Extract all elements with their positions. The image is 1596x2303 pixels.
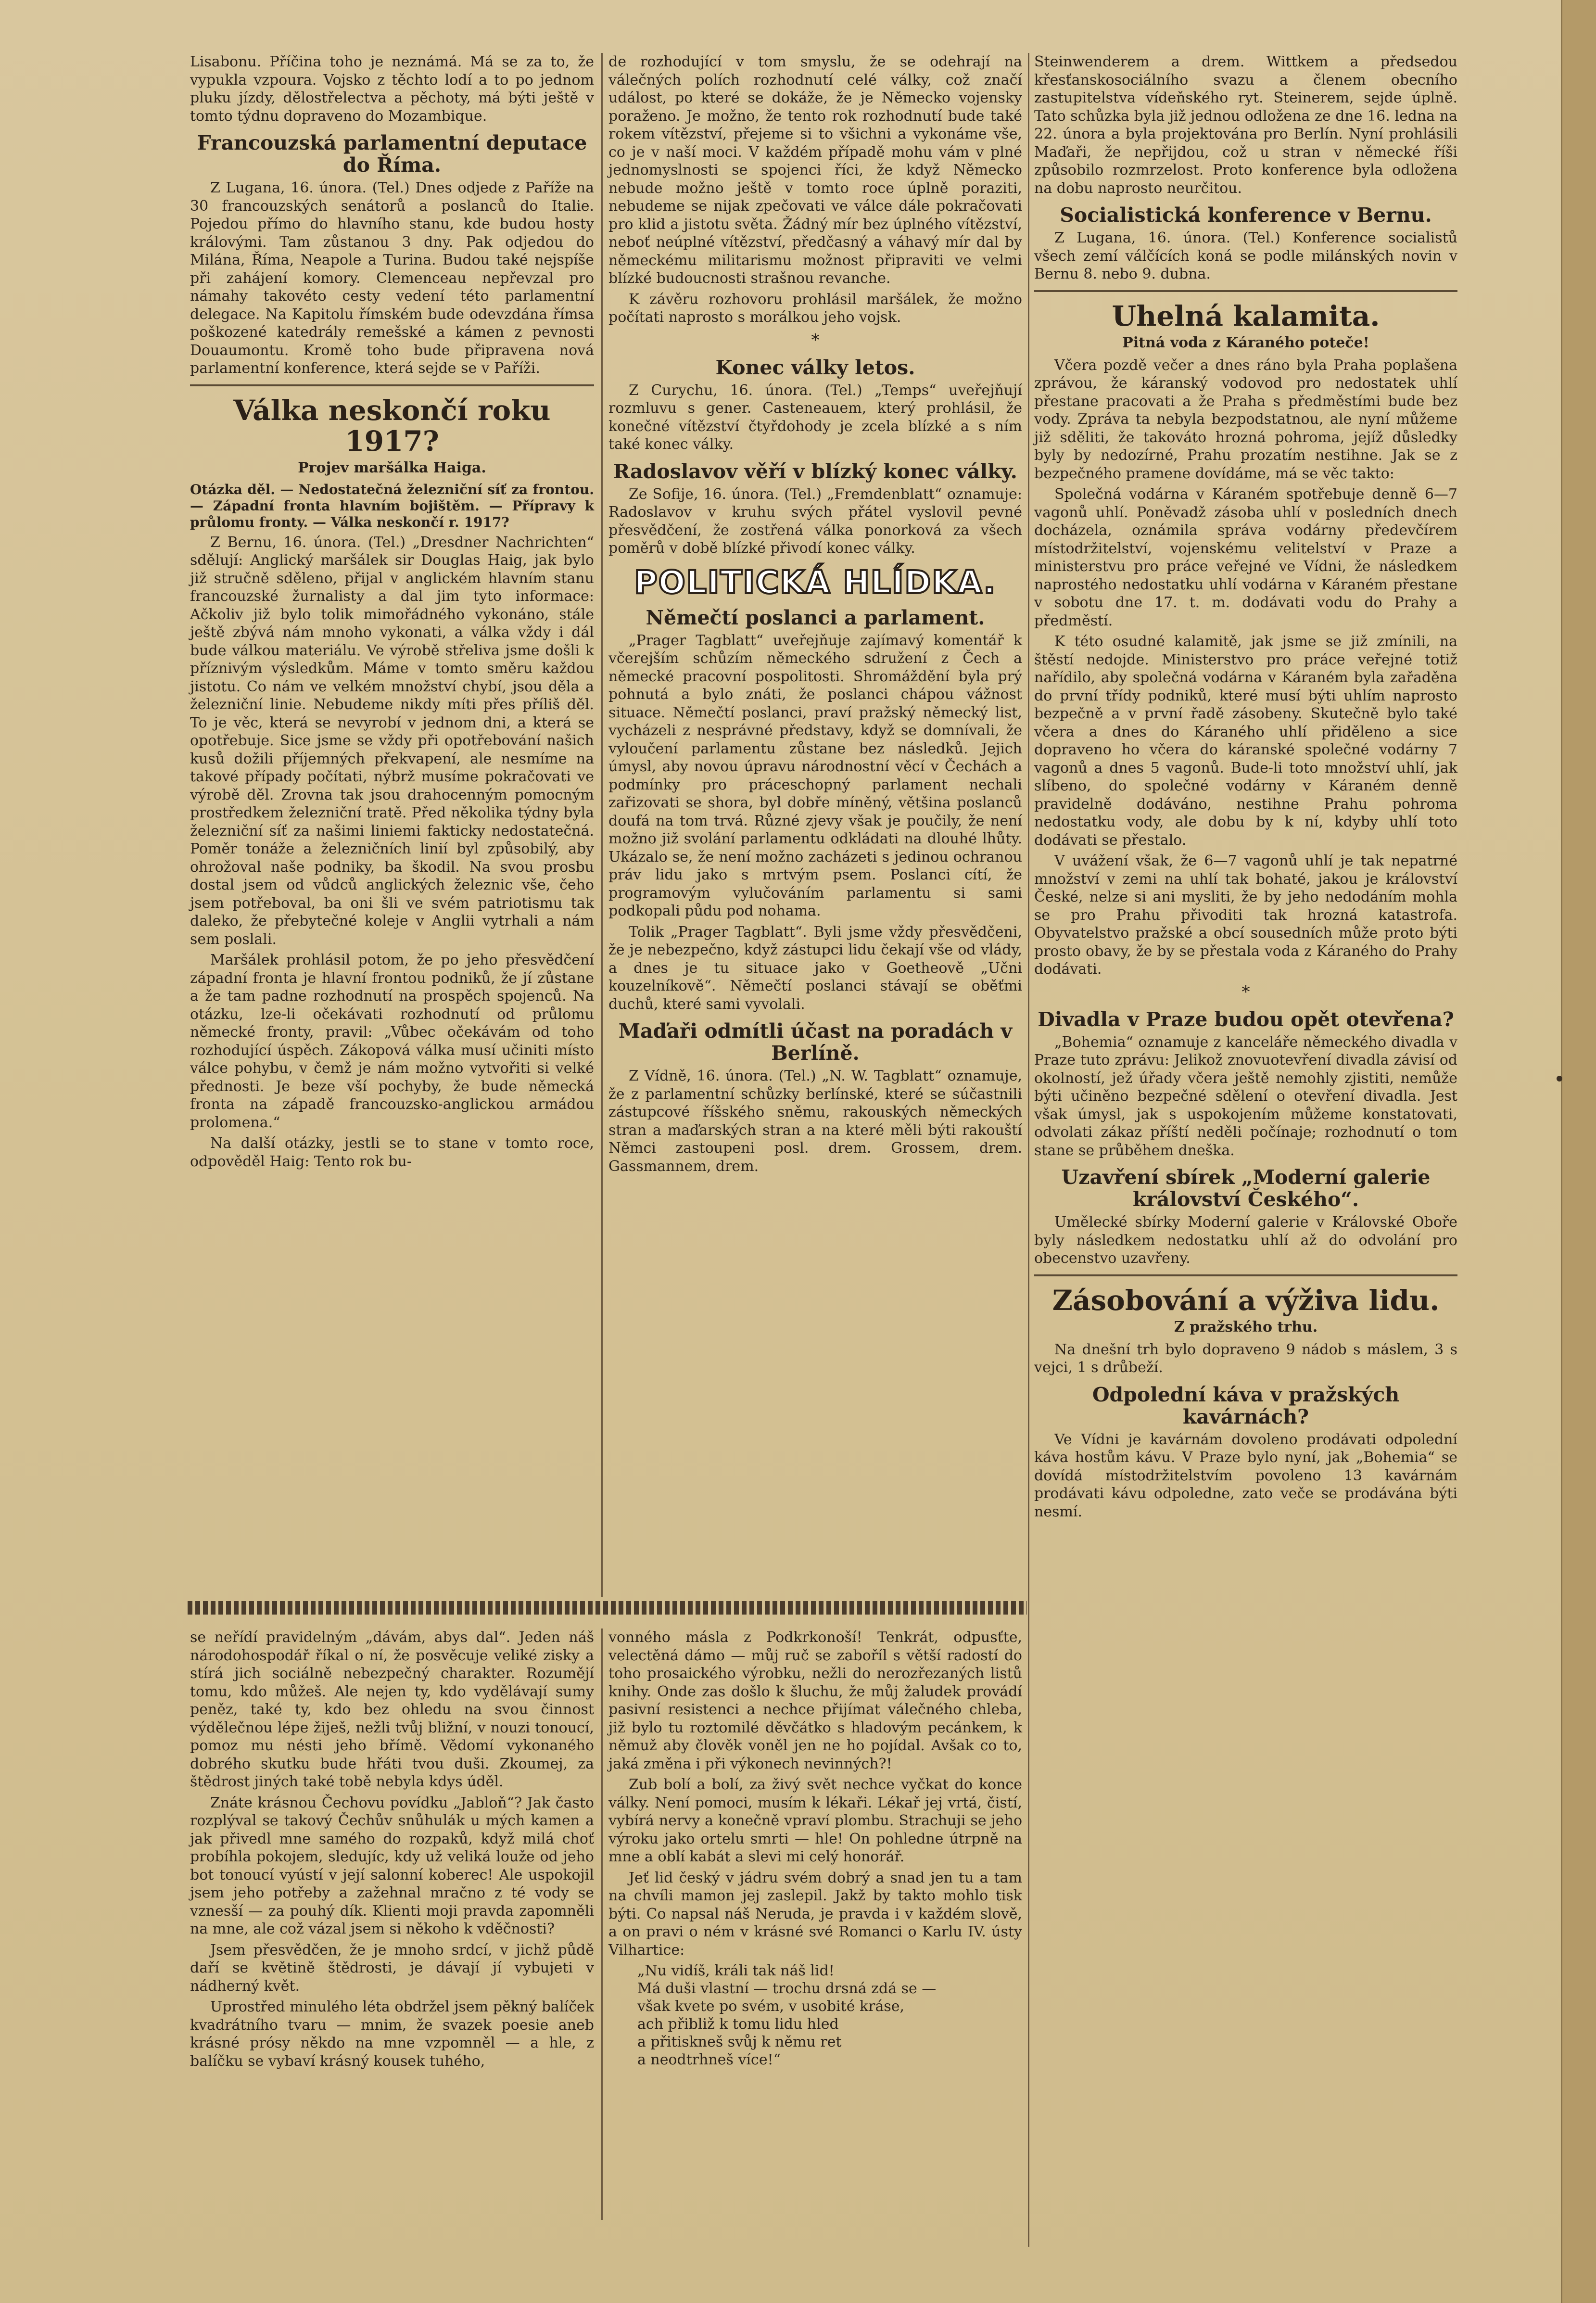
section-title: POLITICKÁ HLÍDKA. [634,563,997,601]
article-text: „Prager Tagblatt“ uveřejňuje zajímavý komentář k včerejším schůzím německého sdružení z Čech a německé pracovní pospolitosti. Shromáždění byla prý pohnutá a bylo znáti, že poslanci chápou vážnost situace. Němečtí poslanci, praví pražský německý list, vycházeli z nesprávné představy, když se domnívali, že vyloučení parlamentu zůstane bez následků. Jejich úmysl, aby novou úpravu národnostní věcí v Čechách a podmínky pro práceschopný parlament nechali zařizovati se shora, byl dobře míněný, většina poslanců doufá na tom trvá. Různé zjevy však je poučily, že není možno již svolání parlamentu odkládati na dlouhé lhůty. Ukázalo se, že není možno zacházeti s jedinou ochranou práv lidu jako s mrtvým psem. Poslanci cítí, že programovým vylučováním parlamentu si sami podkopali půdu pod nohama. [608,632,1022,919]
headline: Radoslavov věří v blízký konec války. [613,459,1017,483]
headline: Konec války letos. [715,356,915,379]
article-text: Z Bernu, 16. února. (Tel.) „Dresdner Nachrichten“ sdělují: Anglický maršálek sir Douglas Haig, jak bylo již stručně sděleno, přijal v anglickém hlavním stanu francouzské žurnalisty a dal jim tyto informace: Ačkoliv již bylo tolik mimořádného vykonáno, stále ještě zbývá nám mnoho vykonati, a válka vždy i dál bude válkou materiálu. Ve výrobě střeliva jsme došli k příznivým výsledkům. Máme v tomto směru každou jistotu. Co nám ve velkém množství chybí, jsou děla a železniční linie. Nebudeme nikdy míti přes příliš děl. To je věc, která se nevyrobí v jednom dni, a která se opotřebuje. Sice jsme se vždy při opotřebování našich kusů dožili příjemných překvapení, ale nesmíme na takové případy počítati, nýbrž musíme pokračovati ve výrobě děl. Zrovna tak jsou drahocenným pomocným prostředkem železniční tratě. Před několika týdny byla železniční síť za našimi liniemi fakticky nedostatečná. Poměr tonáže a železničních linií byl způsobilý, aby ohrožoval naše podniky, ba škodil. Na svou prosbu dostal jsem od vůdců anglických železnic vše, čeho jsem potřeboval, ba oni šli ve svém patriotismu tak daleko, že přebytečné koleje v Anglii vytrhali a nám sem poslali. [190,534,594,948]
poem-line: a neodtrhneš více!“ [637,2051,781,2068]
headline: Zásobování a výživa lidu. [1052,1284,1440,1317]
feuilleton-text: Zub bolí a bolí, za živý svět nechce vyčkat do konce války. Není pomoci, musím k lékaři. Lékař jej vrtá, čistí, vybírá nervy a konečně vpraví plombu. Strachuji se jeho výroku jako ortelu smrti — hle! On pohledne útrpně na mne a oblí kabát a slevi mi celý honorář. [608,1776,1022,1865]
feuilleton-text: vonného másla z Podkrkonoší! Tenkrát, odpusťte, velectěná dámo — můj ruč se zaboříl s větší radostí do toho prosaického výrobku, nežli do nerozřezaných listů knihy. Onde zas došlo k šluchu, že můj žaludek provádí pasivní resistenci a nechce přijímat válečného chleba, již bylo tu roztomilé děvčátko s hladovým pecánkem, k němuž aby člověk voněl jen ne ho pojídal. Avšak co to, jaká změna i při výkonech nevinných?! [608,1629,1022,1772]
binding-hole [1557,1076,1562,1082]
article-text: Z Vídně, 16. února. (Tel.) „N. W. Tagblatt“ oznamuje, že z parlamentní schůzky berlínské, které se súčastnili zástupcové říšského sněmu, rakouských německých stran a maďarských stran a na které měli býti rakouští Němci zastoupeni posl. drem. Grossem, drem. Gassmannem, drem. [608,1068,1022,1175]
article-text: Tolik „Prager Tagblatt“. Byli jsme vždy přesvědčeni, že je nebezpečno, když zástupci lidu čekají vše od vlády, a dnes je tu situace jako v Goetheově „Učni kouzelníkově“. Němečtí poslanci stávají se oběťmi duchů, které sami vyvolali. [608,923,1022,1013]
headline: Divadla v Praze budou opět otevřena? [1038,1007,1454,1031]
poem-line: a přitiskneš svůj k němu ret [637,2034,842,2050]
headline: Socialistická konference v Bernu. [1060,204,1432,227]
subheadline: Z pražského trhu. [1174,1318,1318,1336]
separator-star: * [811,330,820,350]
feuilleton-text: Jsem přesvědčen, že je mnoho srdcí, v jichž půdě daří se květině štědrosti, je dávají jí vybujeti v nádherný květ. [190,1941,594,1995]
article-text: Společná vodárna v Káraném spotřebuje denně 6—7 vagonů uhlí. Poněvadž zásoba uhlí v posledních dnech docházela, oznámila správa vodárny předevčírem místodržitelství, vojenskému velitelství v Praze a ministerstvu pro práce veřejné ve Vídni, že následkem naprostého nedostatku uhlí vodárna v Káraném přestane v sobotu dne 17. t. m. dodávati vodu do Prahy a předměstí. [1034,486,1457,629]
article-text: „Bohemia“ oznamuje z kanceláře německého divadla v Praze tuto zprávu: Jelikož znovuotevření divadla závisí od okolností, jež úřady včera ještě nemohly zjistiti, nemůže býti učiněno bezpečné sdělení o otevření divadla. Jest však úmysl, jak s uspokojením můžeme konstatovati, odvolati zákaz příští neděli počínaje; rozhodnutí o tom stane se průběhem dneška. [1034,1033,1457,1159]
article-text: Na další otázky, jestli se to stane v tomto roce, odpověděl Haig: Tento rok bu- [190,1135,594,1170]
article-text: Na dnešní trh bylo dopraveno 9 nádob s máslem, 3 s vejci, 1 s drůbeží. [1034,1341,1457,1376]
feuilleton-text: Jeť lid český v jádru svém dobrý a snad jen tu a tam na chvíli mamon jej zaslepil. Jakž by takto mohlo tisk býti. Co napsal náš Neruda, je pravda i v každém slově, a on pravi o ném v krásné své Romanci o Karlu IV. ústy Vilhartice: [608,1869,1022,1959]
column-1 [190,53,594,1173]
article-text: de rozhodující v tom smyslu, že se odehrají na válečných polích rozhodnutí celé války, což značí událost, po které se dokáže, že je Německo vojensky poraženo. Je možno, že tento rok rozhodnutí bude také rokem vítězství, přejeme si to všichni a vykonáme vše, co je v naší moci. V každém případě mohu vám v plné jednomyslnosti se spojenci říci, že když Německo nebude možno ještě v tomto roce úplně poraziti, nebudeme se nijak zpečovati ve válce dále pokračovati pro klid a jistotu světa. Žádný mír bez úplného vítězství, neboť neúplné vítězství, předčasný a váhavý mír dal by německému militarismu možnost připraviti ve velmi blízké budoucnosti strašnou revanche. [608,53,1022,287]
feuilleton-column-1 [190,1629,594,2073]
column-3 [1034,53,1457,1524]
feuilleton-column-2 [608,1629,1022,2074]
article-text: V uvážení však, že 6—7 vagonů uhlí je tak nepatrné množství v zemi na uhlí tak bohaté, jakou je království České, nelze si ani mysliti, že by jeho nedodáním mohla se pro Prahu přivoditi tak hrozná katastrofa. Obyvatelstvo pražské a obcí sousedních může proto býti prosto obavy, že by se přestala voda z Káraného do Prahy dodávati. [1034,852,1457,978]
section-rule [1034,1274,1457,1276]
poem-line: „Nu vidíš, králi tak náš lid! [637,1962,835,1979]
separator-star: * [1241,982,1250,1002]
feuilleton-text: se neřídí pravidelným „dávám, abys dal“. Jeden náš národohospodář říkal o ní, že posvěcuje veliké zisky a stírá jich sociálně nebezpečný charakter. Rozumějí tomu, kdo můžeš. Ale nejen ty, kdo vydělávají sumy peněz, také ty, kdo bez ohledu na svou činnost výdělečnou lépe žiješ, nežli tvůj bližní, v nouzi tonoucí, pomoz mu nésti jeho břímě. Vědomí vykonaného dobrého skutku bude hřáti tvou duši. Zkoumej, za štědrost jiných také tobě nebyla kdys úděl. [190,1629,594,1790]
article-text: Z Curychu, 16. února. (Tel.) „Temps“ uveřejňují rozmluvu s gener. Casteneauem, který prohlásil, že konečné vítězství čtyřdohody je zcela blízké a s ním také konec války. [608,382,1022,453]
column-rule [601,1629,603,2220]
subheadline: Pitná voda z Káraného poteče! [1122,334,1369,351]
article-text: Z Lugana, 16. února. (Tel.) Dnes odjede z Paříže na 30 francouzských senátorů a poslanců do Italie. Pojedou přímo do hlavního stanu, kde budou hosty královými. Tam zůstanou 3 dny. Pak odjedou do Milána, Říma, Neapole a Turina. Budou také nejspíše při zahájení komory. Clemenceau nepřevzal pro námahy takovéto cesty vedení této parlamentní delegace. Na Kapitolu římském bude odevzdána římsa poškozené katedrály remešské a kámen z pevnosti Douaumontu. Kromě toho bude připravena nová parlamentní konference, která sejde se v Paříži. [190,179,594,377]
article-text: K této osudné kalamitě, jak jsme se již zmínili, na štěstí nedojde. Ministerstvo pro práce veřejné totiž nařídilo, aby společná vodárna v Káraném byla zařaděna do první třídy podniků, které musí býti uhlím naprosto bezpečně a v první řadě zásobeny. Skutečně bylo také včera a dnes do Káraného uhlí přiděleno a sice dopraveno ho včera do káranské společné vodárny 7 vagonů a dnes 5 vagonů. Bude-li toto množství uhlí, jak slíbeno, do společné vodárny v Káraném denně pravidelně dodáváno, nestihne Prahu pohroma nedostatku vody, ale dobu by k ní, kdyby uhlí toto dodávati se přestalo. [1034,633,1457,849]
feuilleton-text: Znáte krásnou Čechovu povídku „Jabloň“? Jak často rozplýval se takový Čechův snůhulák u mých kamen a jak přivedl mne samého do rozpaků, když milá choť probíhla pokojem, sledujíc, kdy už veliká louže od jeho bot tonoucí vyústí v její salonní koberec! Ale uspokojil jsem jeho potřeby a zažehnal mračno z té vody se vznesší — za pouhý dík. Klienti moji pravda zapomněli na mne, ale což vázal jsem si někoho k vděčnosti? [190,1794,594,1937]
headline: Uzavření sbírek „Moderní galerie království Českého“. [1061,1166,1431,1211]
poem-line: Má duši vlastní — trochu drsná zdá se — [637,1980,937,1997]
article-text: Umělecké sbírky Moderní galerie v Královské Oboře byly následkem nedostatku uhlí až do odvolání pro obecenstvo uzavřeny. [1034,1214,1457,1267]
article-text: K závěru rozhovoru prohlásil maršálek, že možno počítati naprosto s morálkou jeho vojsk. [608,291,1022,326]
headline: Maďaři odmítli účast na poradách v Berlíně. [618,1019,1013,1065]
headline: Válka neskončí roku 1917? [233,394,551,458]
headline: Němečtí poslanci a parlament. [646,606,985,629]
summary: Otázka děl. — Nedostatečná železniční síť za frontou. — Západní fronta hlavním bojištěm. — Přípravy k průlomu fronty. — Válka neskončí r. 1917? [190,481,594,530]
headline: Francouzská parlamentní deputace do Říma. [197,131,587,177]
feuilleton-divider [188,1601,1027,1615]
article-text: Steinwenderem a drem. Wittkem a předsedou křesťanskosociálního svazu a členem obecního zastupitelstva vídeňského ryt. Steinerem, sejde úplně. Tato schůzka byla již jednou odložena ze dne 16. ledna na 22. února a byla projektována pro Berlín. Nyní prohlásili Maďaři, že nepřijdou, což u stran v německé říši způsobilo rozmrzelost. Proto konference byla odložena na dobu naprosto neurčitou. [1034,53,1457,197]
article-text: Ve Vídni je kavárnám dovoleno prodávati odpolední káva hostům kávu. V Praze bylo nyní, jak „Bohemia“ se dovídá místodržitelstvím povoleno 13 kavárnám prodávati kávu odpoledne, zato veče se prodávána býti nesmí. [1034,1431,1457,1520]
article-text: Maršálek prohlásil potom, že po jeho přesvědčení západní fronta je hlavní frontou podniků, že jí zůstane a že tam padne rozhodnutí na prospěch spojenců. Na otázku, lze-li očekávati rozhodnutí od průlomu německé fronty, pravil: „Vůbec očekávám od toho rozhodující úspěch. Zákopová válka musí učiniti místo válce pohybu, v čemž je nám možno vytvořiti si velké přednosti. Je beze vší pochyby, že bude německá fronta na západě francouzsko-anglickou armádou prolomena.“ [190,952,594,1131]
headline: Uhelná kalamita. [1112,299,1380,332]
section-rule [190,384,594,386]
article-text: Ze Sofije, 16. února. (Tel.) „Fremdenblatt“ oznamuje: Radoslavov v kruhu svých přátel vyslovil pevné přesvědčení, že zostřená válka ponorková za všech poměrů v době blízké přivodí konec války. [608,485,1022,557]
poem-line: však kvete po svém, v usobité kráse, [637,1998,905,2015]
section-rule [1034,290,1457,292]
column-rule [601,53,603,1597]
page-binding-edge [1561,0,1596,2303]
article-text: Lisabonu. Příčina toho je neznámá. Má se za to, že vypukla vzpoura. Vojsko z těchto lodí a to po jednom pluku jízdy, dělostřelectva a pěchoty, má býti ještě v tomto týdnu dopraveno do Mozambique. [190,53,594,125]
column-rule [1028,53,1029,2247]
subheadline: Projev maršálka Haiga. [298,459,486,476]
article-text: Z Lugana, 16. února. (Tel.) Konference socialistů všech zemí válčících koná se podle milánských novin v Bernu 8. nebo 9. dubna. [1034,229,1457,282]
feuilleton-text: Uprostřed minulého léta obdržel jsem pěkný balíček kvadrátního tvaru — mnim, že svazek poesie aneb krásné prósy někdo na mne vzpomněl — a hle, z balíčku se vybaví krásný kousek tuhého, [190,1998,594,2070]
poem-line: ach přibliž k tomu lidu hled [637,2016,839,2033]
column-2 [608,53,1022,1178]
article-text: Včera pozdě večer a dnes ráno byla Praha poplašena zprávou, že káranský vodovod pro nedostatek uhlí přestane pracovati a že Praha s předměstími bude bez vody. Zpráva ta nebyla bezpodstatnou, ale nyní můžeme již sděliti, že takováto hrozná pohroma, jejíž důsledky byly by nedozírné, Prahu prozatím nestihne. Jak se z bezpečného pramene dovídáme, má se věc takto: [1034,356,1457,482]
headline: Odpolední káva v pražských kavárnách? [1092,1383,1400,1428]
poem [637,1962,1022,2069]
